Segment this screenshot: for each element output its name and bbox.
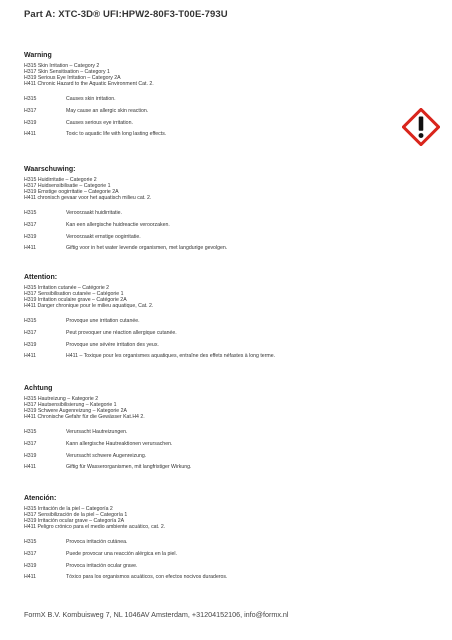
section-heading: Waarschuwing: [24,166,76,173]
classification-line: H315 Skin Irritation – Category 2 [24,63,100,69]
statement-text: Causes serious eye irritation. [66,119,133,126]
statement-row [24,94,424,106]
section-heading: Warning [24,52,52,59]
hazard-section-de [24,384,424,474]
classification-list [24,177,424,201]
company-footer: FormX B.V. Kombuisweg 7, NL 1046AV Amsterdam, +31204152106, info@formx.nl [24,610,289,619]
statement-row [24,220,424,232]
statement-list [24,94,424,140]
document-title: Part A: XTC-3D® UFI:HPW2-80F3-T00E-793U [24,9,228,20]
statement-text: Giftig voor in het water levende organismen, met langdurige gevolgen. [66,245,228,252]
classification-line: H411 Chronische Gefahr für die Gewässer Kat.H4 2. [24,414,145,421]
classification-line: H411 Danger chronique pour le milieu aquatique, Cat. 2. [24,303,154,310]
classification-line: H319 Serious Eye Irritation – Category 2A [24,75,121,82]
statement-row [24,451,424,463]
statement-text: Tóxico para los organismos acuáticos, con efectos nocivos duraderos. [66,574,228,581]
statement-row [24,316,424,328]
statement-list [24,537,424,583]
statement-text: Giftig für Wasserorganismen, mit langfristiger Wirkung. [66,464,192,471]
statement-row [24,549,424,561]
classification-line: H317 Hautsensibilisierung – Kategorie 1 [24,402,117,409]
statement-text: Provoca irritación ocular grave. [66,562,138,569]
classification-line: H315 Irritation cutanée – Catégorie 2 [24,285,110,291]
statement-code: H411 [24,353,37,360]
statement-text: Kann allergische Hautreaktionen verursachen. [66,440,173,447]
statement-text: Veroorzaakt ernstige oogirritatie. [66,233,141,240]
hazard-section-en [24,51,424,141]
classification-line: H319 Irritación ocular grave – Categoría 2A [24,518,125,525]
classification-list [24,285,424,309]
classification-line: H315 Irritación de la piel – Categoría 2 [24,506,113,512]
statement-list [24,427,424,473]
classification-line: H317 Sensibilización de la piel – Categoría 1 [24,512,128,519]
classification-line: H411 Chronic Hazard to the Aquatic Environment Cat. 2. [24,81,154,88]
statement-code: H315 [24,318,37,325]
statement-code: H319 [24,562,37,569]
statement-row [24,129,424,141]
classification-line: H317 Huidsensibilisatie – Categorie 1 [24,183,111,190]
classification-list [24,506,424,530]
classification-list [24,63,424,87]
classification-line: H317 Sensibilisation cutanée – Catégorie 1 [24,291,124,298]
statement-code: H317 [24,221,37,228]
statement-code: H317 [24,550,37,557]
statement-row [24,232,424,244]
statement-row [24,106,424,118]
statement-row [24,118,424,130]
statement-code: H411 [24,245,37,252]
statement-row [24,427,424,439]
statement-code: H319 [24,341,37,348]
statement-text: Peut provoquer une réaction allergique cutanée. [66,329,177,336]
statement-code: H315 [24,96,37,103]
statement-text: Provoque une irritation cutanée. [66,318,140,325]
statement-text: H411 – Toxique pour les organismes aquatiques, entraîne des effets néfastes à long terme. [66,353,276,360]
classification-line: H315 Huidirritatie – Categorie 2 [24,177,97,183]
statement-text: Provoca irritación cutánea. [66,539,128,546]
statement-text: Verursacht Hautreizungen. [66,429,128,436]
statement-code: H411 [24,131,37,138]
classification-line: H411 Peligro crónico para el medio ambiente acuático, cat. 2. [24,524,166,531]
classification-line: H319 Ernstige oogirritatie – Categorie 2A [24,189,119,196]
statement-row [24,208,424,220]
statement-code: H317 [24,440,37,447]
section-heading: Attention: [24,274,58,281]
statement-code: H315 [24,539,37,546]
statement-row [24,328,424,340]
statement-text: Causes skin irritation. [66,96,116,103]
statement-row [24,340,424,352]
section-heading: Atención: [24,495,57,502]
statement-list [24,208,424,254]
statement-text: Kan een allergische huidreactie veroorzaken. [66,221,170,228]
statement-code: H319 [24,452,37,459]
statement-code: H315 [24,210,37,217]
statement-text: May cause an allergic skin reaction. [66,107,149,114]
classification-line: H319 Schwere Augenreizung – Kategorie 2A [24,408,127,415]
statement-code: H319 [24,233,37,240]
statement-code: H315 [24,429,37,436]
statement-row [24,439,424,451]
classification-line: H315 Hautreizung – Kategorie 2 [24,396,99,402]
statement-row [24,351,424,363]
statement-row [24,561,424,573]
hazard-section-fr [24,273,424,363]
statement-text: Provoque une sévère irritation des yeux. [66,341,159,348]
statement-code: H411 [24,464,37,471]
statement-code: H411 [24,574,37,581]
statement-row [24,572,424,584]
statement-row [24,537,424,549]
classification-line: H319 Irritation oculaire grave – Catégorie 2A [24,297,127,304]
classification-line: H317 Skin Sensitisation – Category 1 [24,69,110,76]
hazard-section-nl [24,165,424,255]
statement-row [24,243,424,255]
section-heading: Achtung [24,385,53,392]
statement-text: Veroorzaakt huidirritatie. [66,210,122,217]
statement-list [24,316,424,362]
statement-row [24,462,424,474]
classification-line: H411 chronisch gevaar voor het aquatisch milieu cat. 2. [24,195,152,202]
statement-text: Puede provocar una reacción alérgica en la piel. [66,550,178,557]
statement-code: H317 [24,107,37,114]
hazard-section-es [24,494,424,584]
classification-list [24,396,424,420]
statement-code: H317 [24,329,37,336]
statement-code: H319 [24,119,37,126]
statement-text: Toxic to aquatic life with long lasting effects. [66,131,167,138]
statement-text: Verursacht schwere Augenreizung. [66,452,147,459]
